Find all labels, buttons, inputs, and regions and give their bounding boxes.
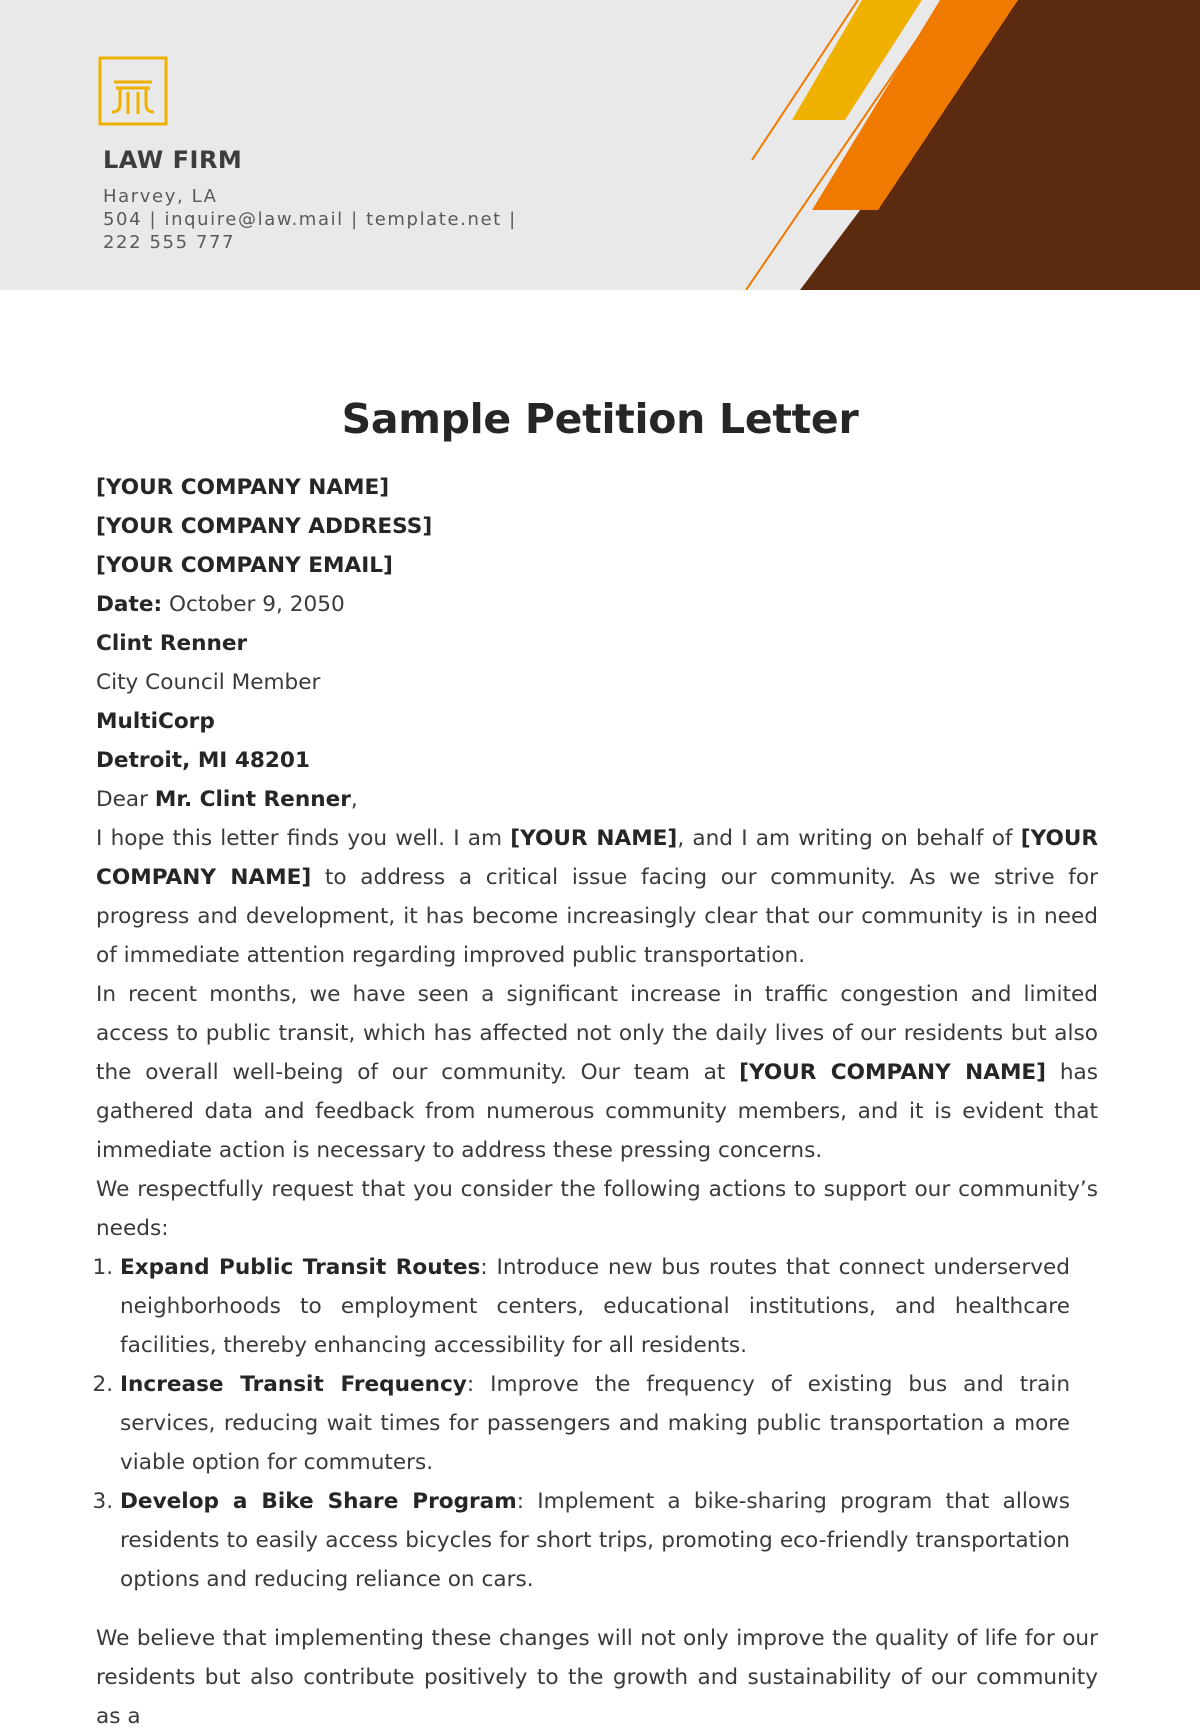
letter-body: [96, 468, 1098, 1736]
paragraph-issue: In recent months, we have seen a significant increase in traffic congestion and limited access to public transit, which has affected not only the daily lives of our residents but also the overall well-being of our community. Our team at [YOUR COMPANY NAME] has gathered data and feedback from numerous community members, and it is evident that immediate action is necessary to address these pressing concerns.: [96, 982, 1098, 1163]
paragraph-request: We respectfully request that you consider the following actions to support our community’s needs:: [96, 1177, 1098, 1241]
sender-company-name: [YOUR COMPANY NAME]: [96, 475, 390, 500]
recipient-position: City Council Member: [96, 670, 321, 695]
salutation: Dear Mr. Clint Renner,: [96, 787, 358, 812]
recipient-address: Detroit, MI 48201: [96, 748, 310, 773]
paragraph-intro: I hope this letter finds you well. I am [YOUR NAME], and I am writing on behalf of [YOUR COMPANY NAME] to address a critical issue facing our community. As we strive for progress and development, it has become increasingly clear that our community is in need of immediate attention regarding improved public transportation.: [96, 826, 1098, 968]
list-item: 2. Increase Transit Frequency: Improve the frequency of existing bus and train services, reducing wait times for passengers and making public transportation a more viable option for commuters.: [120, 1365, 1070, 1482]
firm-contact: 504 | inquire@law.mail | template.net |: [103, 209, 517, 230]
letterhead: [0, 0, 1200, 290]
list-item: 3. Develop a Bike Share Program: Implement a bike-sharing program that allows residents to easily access bicycles for short trips, promoting eco-friendly transportation options and reducing reliance on cars.: [120, 1482, 1070, 1599]
letter-date: Date: October 9, 2050: [96, 592, 345, 617]
list-item: 1. Expand Public Transit Routes: Introduce new bus routes that connect underserved neighborhoods to employment centers, educational institutions, and healthcare facilities, thereby enhancing accessibility for all residents.: [120, 1248, 1070, 1365]
sender-company-address: [YOUR COMPANY ADDRESS]: [96, 514, 433, 539]
firm-location: Harvey, LA: [103, 186, 218, 207]
firm-name: LAW FIRM: [103, 146, 243, 174]
recipient-company: MultiCorp: [96, 709, 215, 734]
pillar-icon: [98, 56, 170, 128]
recipient-name: Clint Renner: [96, 631, 248, 656]
paragraph-closing: We believe that implementing these changes will not only improve the quality of life for our residents but also contribute positively to the growth and sustainability of our community as a: [96, 1626, 1098, 1729]
document-title: Sample Petition Letter: [341, 395, 859, 443]
sender-company-email: [YOUR COMPANY EMAIL]: [96, 553, 393, 578]
action-list: [96, 1248, 1070, 1599]
firm-phone: 222 555 777: [103, 232, 236, 253]
